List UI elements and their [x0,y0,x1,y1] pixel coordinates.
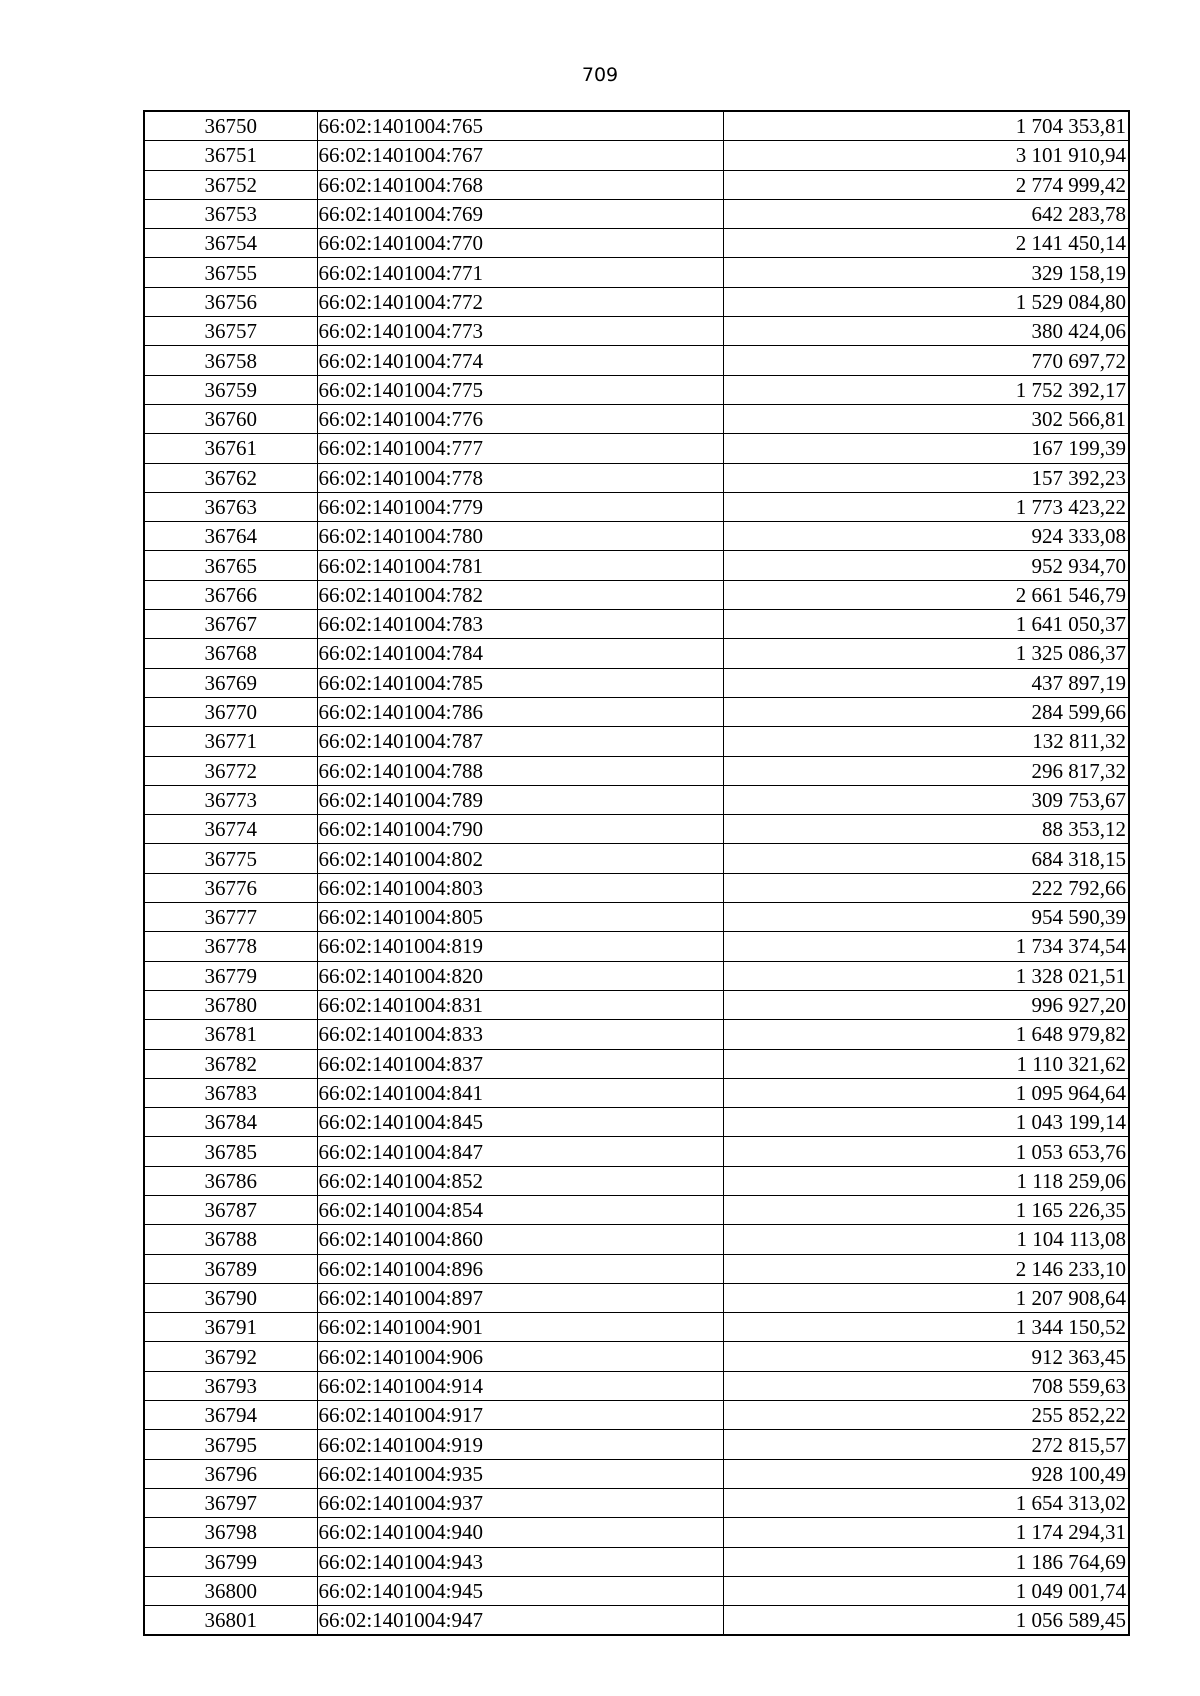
cadastral-value-cell: 1 118 259,06 [723,1166,1129,1195]
row-number-cell: 36785 [144,1137,317,1166]
cadastral-number-cell: 66:02:1401004:841 [317,1078,723,1107]
table-row [144,990,1129,1019]
row-number-cell: 36772 [144,756,317,785]
cadastral-number-cell: 66:02:1401004:897 [317,1283,723,1312]
cadastral-number-cell: 66:02:1401004:860 [317,1225,723,1254]
row-number-cell: 36794 [144,1401,317,1430]
table-row [144,551,1129,580]
row-number-cell: 36787 [144,1195,317,1224]
cadastral-number-cell: 66:02:1401004:780 [317,522,723,551]
cadastral-value-cell: 272 815,57 [723,1430,1129,1459]
cadastral-number-cell: 66:02:1401004:937 [317,1488,723,1517]
table-row [144,903,1129,932]
row-number-cell: 36765 [144,551,317,580]
cadastral-value-cell: 1 344 150,52 [723,1313,1129,1342]
cadastral-number-cell: 66:02:1401004:771 [317,258,723,287]
cadastral-value-cell: 222 792,66 [723,873,1129,902]
table-row [144,199,1129,228]
row-number-cell: 36782 [144,1049,317,1078]
cadastral-number-cell: 66:02:1401004:819 [317,932,723,961]
row-number-cell: 36789 [144,1254,317,1283]
cadastral-number-cell: 66:02:1401004:768 [317,170,723,199]
cadastral-number-cell: 66:02:1401004:784 [317,639,723,668]
cadastral-value-cell: 1 095 964,64 [723,1078,1129,1107]
row-number-cell: 36766 [144,580,317,609]
row-number-cell: 36779 [144,961,317,990]
table-row [144,492,1129,521]
cadastral-number-cell: 66:02:1401004:914 [317,1371,723,1400]
table-row [144,1547,1129,1576]
table-row [144,1078,1129,1107]
cadastral-value-cell: 1 207 908,64 [723,1283,1129,1312]
table-row [144,522,1129,551]
row-number-cell: 36792 [144,1342,317,1371]
row-number-cell: 36776 [144,873,317,902]
table-row [144,1254,1129,1283]
cadastral-number-cell: 66:02:1401004:781 [317,551,723,580]
row-number-cell: 36769 [144,668,317,697]
cadastral-number-cell: 66:02:1401004:773 [317,317,723,346]
cadastral-value-cell: 1 325 086,37 [723,639,1129,668]
table-row [144,1576,1129,1605]
table-row [144,580,1129,609]
row-number-cell: 36757 [144,317,317,346]
table-row [144,258,1129,287]
cadastral-number-cell: 66:02:1401004:837 [317,1049,723,1078]
table-row [144,1195,1129,1224]
cadastral-number-cell: 66:02:1401004:778 [317,463,723,492]
cadastral-number-cell: 66:02:1401004:803 [317,873,723,902]
cadastral-value-cell: 1 328 021,51 [723,961,1129,990]
table-row [144,141,1129,170]
cadastral-value-cell: 1 704 353,81 [723,111,1129,141]
cadastral-value-cell: 928 100,49 [723,1459,1129,1488]
cadastral-value-cell: 380 424,06 [723,317,1129,346]
row-number-cell: 36762 [144,463,317,492]
cadastral-value-cell: 952 934,70 [723,551,1129,580]
table-row [144,1430,1129,1459]
table-row [144,1371,1129,1400]
cadastral-value-cell: 1 186 764,69 [723,1547,1129,1576]
table-row [144,170,1129,199]
row-number-cell: 36791 [144,1313,317,1342]
cadastral-number-cell: 66:02:1401004:820 [317,961,723,990]
cadastral-value-cell: 302 566,81 [723,404,1129,433]
table-row [144,815,1129,844]
cadastral-value-cell: 642 283,78 [723,199,1129,228]
row-number-cell: 36764 [144,522,317,551]
table-row [144,404,1129,433]
cadastral-value-cell: 132 811,32 [723,727,1129,756]
cadastral-value-cell: 1 049 001,74 [723,1576,1129,1605]
cadastral-value-cell: 1 529 084,80 [723,287,1129,316]
row-number-cell: 36788 [144,1225,317,1254]
row-number-cell: 36777 [144,903,317,932]
cadastral-number-cell: 66:02:1401004:789 [317,785,723,814]
row-number-cell: 36784 [144,1108,317,1137]
cadastral-number-cell: 66:02:1401004:774 [317,346,723,375]
table-row [144,873,1129,902]
row-number-cell: 36790 [144,1283,317,1312]
cadastral-value-cell: 296 817,32 [723,756,1129,785]
cadastral-value-cell: 1 104 113,08 [723,1225,1129,1254]
cadastral-value-cell: 3 101 910,94 [723,141,1129,170]
cadastral-value-cell: 255 852,22 [723,1401,1129,1430]
cadastral-value-cell: 770 697,72 [723,346,1129,375]
cadastral-number-cell: 66:02:1401004:775 [317,375,723,404]
table-row [144,346,1129,375]
table-row [144,1606,1129,1636]
row-number-cell: 36795 [144,1430,317,1459]
cadastral-number-cell: 66:02:1401004:776 [317,404,723,433]
cadastral-number-cell: 66:02:1401004:788 [317,756,723,785]
row-number-cell: 36752 [144,170,317,199]
row-number-cell: 36786 [144,1166,317,1195]
table-row [144,1518,1129,1547]
row-number-cell: 36760 [144,404,317,433]
row-number-cell: 36768 [144,639,317,668]
table-row [144,1166,1129,1195]
cadastral-value-cell: 2 774 999,42 [723,170,1129,199]
row-number-cell: 36751 [144,141,317,170]
cadastral-value-cell: 708 559,63 [723,1371,1129,1400]
row-number-cell: 36756 [144,287,317,316]
cadastral-value-cell: 684 318,15 [723,844,1129,873]
cadastral-number-cell: 66:02:1401004:790 [317,815,723,844]
cadastral-value-cell: 1 110 321,62 [723,1049,1129,1078]
cadastral-number-cell: 66:02:1401004:785 [317,668,723,697]
cadastral-number-cell: 66:02:1401004:770 [317,229,723,258]
cadastral-value-cell: 1 752 392,17 [723,375,1129,404]
cadastral-number-cell: 66:02:1401004:779 [317,492,723,521]
cadastral-number-cell: 66:02:1401004:769 [317,199,723,228]
row-number-cell: 36800 [144,1576,317,1605]
cadastral-number-cell: 66:02:1401004:845 [317,1108,723,1137]
cadastral-number-cell: 66:02:1401004:777 [317,434,723,463]
row-number-cell: 36767 [144,610,317,639]
cadastral-number-cell: 66:02:1401004:896 [317,1254,723,1283]
page-number: 709 [581,64,619,86]
row-number-cell: 36750 [144,111,317,141]
table-row [144,1401,1129,1430]
table-row [144,434,1129,463]
row-number-cell: 36797 [144,1488,317,1517]
cadastral-number-cell: 66:02:1401004:831 [317,990,723,1019]
table-row [144,463,1129,492]
row-number-cell: 36796 [144,1459,317,1488]
cadastral-value-cell: 2 661 546,79 [723,580,1129,609]
table-row [144,375,1129,404]
cadastral-value-cell: 924 333,08 [723,522,1129,551]
cadastral-value-cell: 1 734 374,54 [723,932,1129,961]
cadastral-number-cell: 66:02:1401004:945 [317,1576,723,1605]
row-number-cell: 36761 [144,434,317,463]
table-row [144,610,1129,639]
row-number-cell: 36798 [144,1518,317,1547]
cadastral-value-cell: 284 599,66 [723,697,1129,726]
table-row [144,932,1129,961]
table-row [144,961,1129,990]
table-row [144,1283,1129,1312]
cadastral-number-cell: 66:02:1401004:852 [317,1166,723,1195]
cadastral-value-cell: 167 199,39 [723,434,1129,463]
row-number-cell: 36763 [144,492,317,521]
table-row [144,1488,1129,1517]
cadastral-number-cell: 66:02:1401004:847 [317,1137,723,1166]
table-row [144,1459,1129,1488]
row-number-cell: 36759 [144,375,317,404]
cadastral-value-cell: 912 363,45 [723,1342,1129,1371]
cadastral-number-cell: 66:02:1401004:919 [317,1430,723,1459]
row-number-cell: 36783 [144,1078,317,1107]
cadastral-number-cell: 66:02:1401004:767 [317,141,723,170]
cadastral-number-cell: 66:02:1401004:935 [317,1459,723,1488]
table-row [144,727,1129,756]
cadastral-number-cell: 66:02:1401004:917 [317,1401,723,1430]
table-row [144,317,1129,346]
cadastral-value-cell: 1 165 226,35 [723,1195,1129,1224]
table-row [144,1020,1129,1049]
cadastral-number-cell: 66:02:1401004:787 [317,727,723,756]
cadastral-value-cell: 2 141 450,14 [723,229,1129,258]
cadastral-number-cell: 66:02:1401004:947 [317,1606,723,1636]
cadastral-value-cell: 1 056 589,45 [723,1606,1129,1636]
cadastral-value-cell: 1 648 979,82 [723,1020,1129,1049]
cadastral-value-cell: 1 174 294,31 [723,1518,1129,1547]
cadastral-value-cell: 157 392,23 [723,463,1129,492]
row-number-cell: 36755 [144,258,317,287]
cadastral-number-cell: 66:02:1401004:805 [317,903,723,932]
table-row [144,668,1129,697]
table-row [144,785,1129,814]
table-body [144,111,1129,1635]
cadastral-value-cell: 1 654 313,02 [723,1488,1129,1517]
cadastral-number-cell: 66:02:1401004:765 [317,111,723,141]
cadastral-value-cell: 1 053 653,76 [723,1137,1129,1166]
table-row [144,1313,1129,1342]
row-number-cell: 36771 [144,727,317,756]
cadastral-value-cell: 88 353,12 [723,815,1129,844]
cadastral-number-cell: 66:02:1401004:940 [317,1518,723,1547]
cadastral-number-cell: 66:02:1401004:901 [317,1313,723,1342]
cadastral-value-cell: 954 590,39 [723,903,1129,932]
cadastral-value-cell: 329 158,19 [723,258,1129,287]
cadastral-value-cell: 1 043 199,14 [723,1108,1129,1137]
cadastral-number-cell: 66:02:1401004:783 [317,610,723,639]
table-row [144,1108,1129,1137]
row-number-cell: 36781 [144,1020,317,1049]
row-number-cell: 36799 [144,1547,317,1576]
row-number-cell: 36758 [144,346,317,375]
cadastral-value-cell: 996 927,20 [723,990,1129,1019]
cadastral-value-table [143,110,1130,1636]
row-number-cell: 36780 [144,990,317,1019]
cadastral-number-cell: 66:02:1401004:833 [317,1020,723,1049]
row-number-cell: 36774 [144,815,317,844]
cadastral-value-cell: 2 146 233,10 [723,1254,1129,1283]
table-row [144,1342,1129,1371]
cadastral-value-cell: 309 753,67 [723,785,1129,814]
row-number-cell: 36778 [144,932,317,961]
row-number-cell: 36775 [144,844,317,873]
cadastral-number-cell: 66:02:1401004:802 [317,844,723,873]
table-row [144,111,1129,141]
table-row [144,639,1129,668]
row-number-cell: 36773 [144,785,317,814]
cadastral-number-cell: 66:02:1401004:786 [317,697,723,726]
table-row [144,756,1129,785]
cadastral-value-cell: 437 897,19 [723,668,1129,697]
table-row [144,844,1129,873]
cadastral-value-cell: 1 641 050,37 [723,610,1129,639]
cadastral-number-cell: 66:02:1401004:854 [317,1195,723,1224]
row-number-cell: 36753 [144,199,317,228]
table-row [144,287,1129,316]
table-row [144,1137,1129,1166]
cadastral-value-cell: 1 773 423,22 [723,492,1129,521]
cadastral-number-cell: 66:02:1401004:943 [317,1547,723,1576]
row-number-cell: 36801 [144,1606,317,1636]
table-row [144,1225,1129,1254]
row-number-cell: 36770 [144,697,317,726]
table-row [144,1049,1129,1078]
cadastral-number-cell: 66:02:1401004:906 [317,1342,723,1371]
cadastral-number-cell: 66:02:1401004:782 [317,580,723,609]
table-row [144,697,1129,726]
row-number-cell: 36754 [144,229,317,258]
row-number-cell: 36793 [144,1371,317,1400]
cadastral-number-cell: 66:02:1401004:772 [317,287,723,316]
table-row [144,229,1129,258]
